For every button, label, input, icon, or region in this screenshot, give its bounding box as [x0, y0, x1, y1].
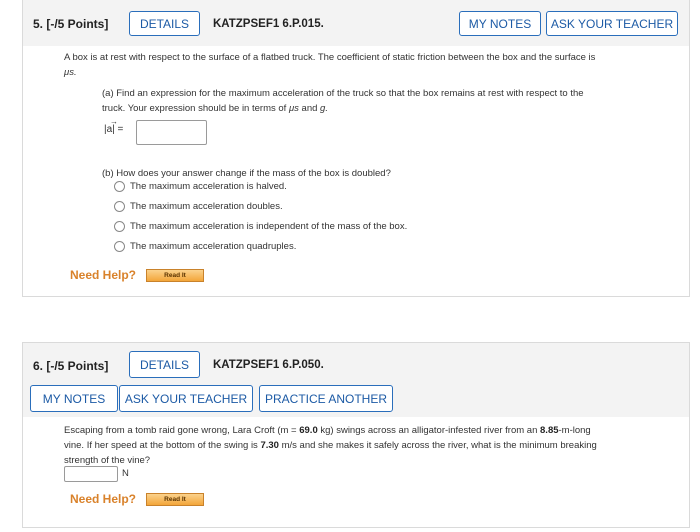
part-a-mu: μs	[288, 103, 299, 114]
question-6-title: 6. [-/5 Points]	[33, 359, 109, 373]
part-a-line1: (a) Find an expression for the maximum acceleration of the truck so that the box remains at rest with respect to the	[102, 88, 584, 99]
my-notes-button[interactable]: MY NOTES	[30, 385, 118, 412]
question-6-code: KATZPSEF1 6.P.050.	[213, 359, 324, 371]
ask-your-teacher-button[interactable]: ASK YOUR TEACHER	[546, 11, 678, 36]
need-help-label: Need Help?	[70, 492, 137, 506]
radio-button[interactable]	[114, 201, 125, 212]
question-6-text	[64, 423, 684, 468]
q6-text-6: strength of the vine?	[64, 455, 151, 466]
acceleration-answer-input[interactable]	[136, 120, 207, 145]
option-doubles[interactable]	[114, 201, 283, 212]
option-quadruples[interactable]	[114, 241, 296, 252]
q6-text-1: Escaping from a tomb raid gone wrong, Lara Croft (m =	[64, 425, 300, 436]
part-b-text: (b) How does your answer change if the mass of the box is doubled?	[102, 168, 391, 179]
option-halved[interactable]	[114, 181, 287, 192]
radio-button[interactable]	[114, 221, 125, 232]
vector-arrow-icon: →	[110, 117, 118, 126]
question-5-title: 5. [-/5 Points]	[33, 17, 109, 31]
option-label: The maximum acceleration quadruples.	[130, 241, 297, 252]
option-label: The maximum acceleration is halved.	[130, 181, 287, 192]
intro-text: A box is at rest with respect to the surface of a flatbed truck. The coefficient of static friction between the box and the surface is	[64, 52, 596, 63]
q6-text-3: -m-long	[558, 425, 591, 436]
option-independent[interactable]	[114, 221, 407, 232]
details-button[interactable]: DETAILS	[129, 351, 200, 378]
speed-value: 7.30	[260, 440, 279, 451]
need-help-label: Need Help?	[70, 268, 137, 282]
question-6-header	[23, 343, 689, 417]
read-it-button[interactable]: Read It	[146, 269, 204, 282]
q6-text-2: kg) swings across an alligator-infested river from an	[317, 425, 541, 436]
part-a-line2: truck. Your expression should be in terms of	[102, 103, 287, 114]
option-label: The maximum acceleration doubles.	[130, 201, 283, 212]
acceleration-label-text: |a| =	[104, 124, 124, 135]
breaking-strength-input[interactable]	[64, 466, 118, 482]
question-5-card	[22, 0, 690, 297]
question-5-header	[23, 0, 689, 46]
ask-your-teacher-button[interactable]: ASK YOUR TEACHER	[119, 385, 253, 412]
mass-value: 69.0	[299, 425, 318, 436]
details-button[interactable]: DETAILS	[129, 11, 200, 36]
unit-label: N	[122, 468, 129, 479]
radio-button[interactable]	[114, 241, 125, 252]
mu-s-symbol: μs.	[64, 67, 77, 78]
read-it-button[interactable]: Read It	[146, 493, 204, 506]
part-a-and: and	[301, 103, 318, 114]
part-a-text	[102, 86, 682, 116]
q6-text-4: vine. If her speed at the bottom of the swing is	[64, 440, 261, 451]
practice-another-button[interactable]: PRACTICE ANOTHER	[259, 385, 393, 412]
my-notes-button[interactable]: MY NOTES	[459, 11, 541, 36]
question-5-intro	[64, 50, 684, 80]
option-label: The maximum acceleration is independent of the mass of the box.	[130, 221, 408, 232]
radio-button[interactable]	[114, 181, 125, 192]
length-value: 8.85	[540, 425, 559, 436]
part-a-g: g.	[320, 103, 328, 114]
question-5-code: KATZPSEF1 6.P.015.	[213, 18, 324, 30]
q6-text-5: m/s and she makes it safely across the river, what is the minimum breaking	[278, 440, 597, 451]
acceleration-label	[104, 117, 124, 135]
